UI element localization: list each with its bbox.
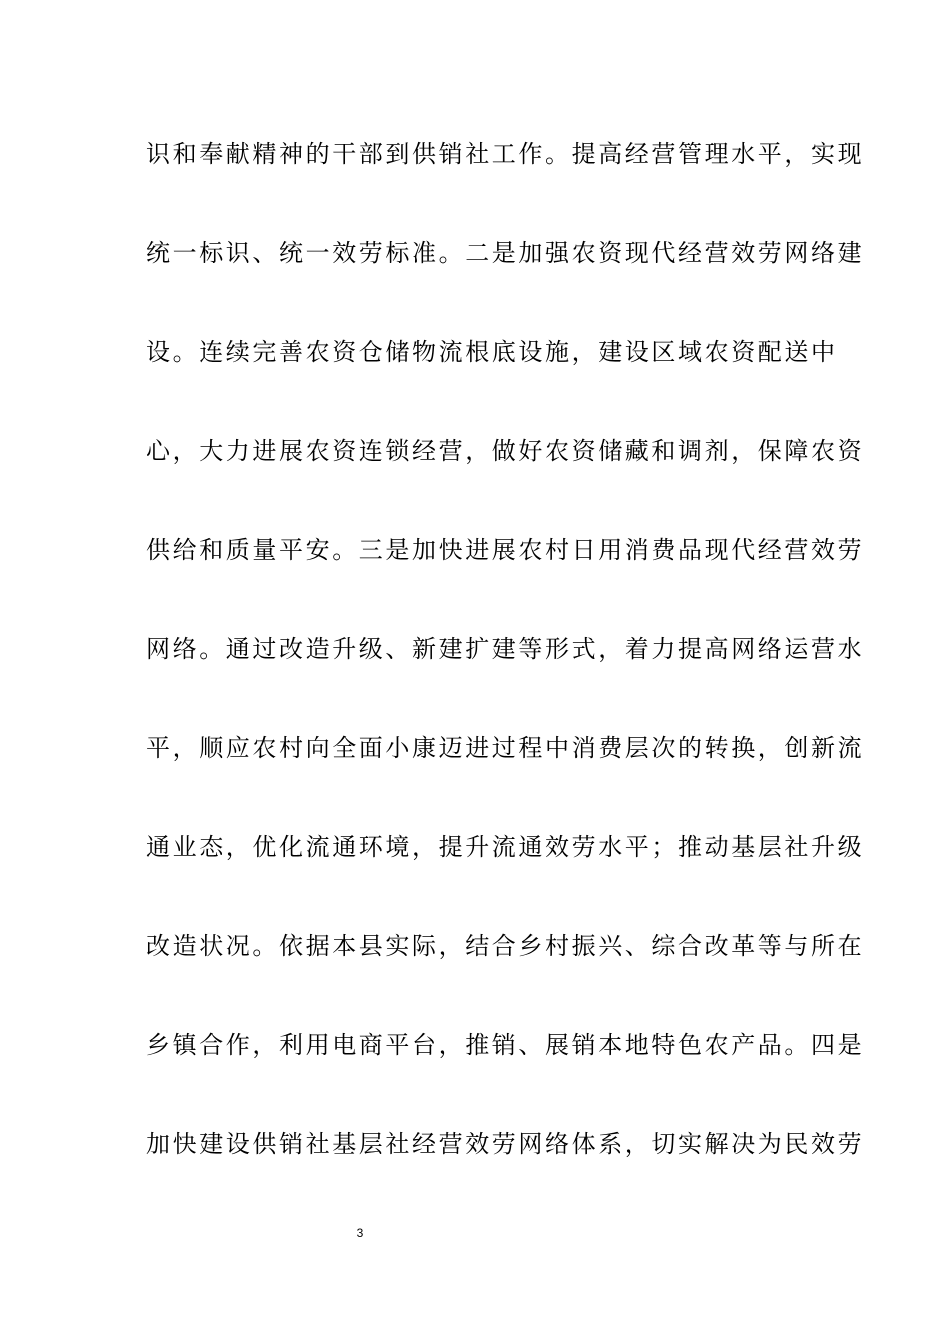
text-line: 设。连续完善农资仓储物流根底设施，建设区域农资配送中 [146, 338, 838, 366]
text-line: 乡镇合作，利用电商平台，推销、展销本地特色农产品。四是 [146, 1031, 865, 1059]
text-line: 平，顺应农村向全面小康迈进过程中消费层次的转换，创新流 [146, 734, 865, 762]
text-line: 供给和质量平安。三是加快进展农村日用消费品现代经营效劳 [146, 536, 865, 564]
text-line: 通业态，优化流通环境，提升流通效劳水平；推动基层社升级 [146, 833, 865, 861]
text-line: 识和奉献精神的干部到供销社工作。提高经营管理水平，实现 [146, 140, 865, 168]
text-line: 网络。通过改造升级、新建扩建等形式，着力提高网络运营水 [146, 635, 865, 663]
text-line: 心，大力进展农资连锁经营，做好农资储藏和调剂，保障农资 [146, 437, 865, 465]
body-text [146, 134, 865, 1223]
page-number: 3 [356, 1226, 364, 1240]
text-line: 改造状况。依据本县实际，结合乡村振兴、综合改革等与所在 [146, 932, 865, 960]
text-line: 加快建设供销社基层社经营效劳网络体系，切实解决为民效劳 [146, 1130, 865, 1158]
text-line: 统一标识、统一效劳标准。二是加强农资现代经营效劳网络建 [146, 239, 865, 267]
